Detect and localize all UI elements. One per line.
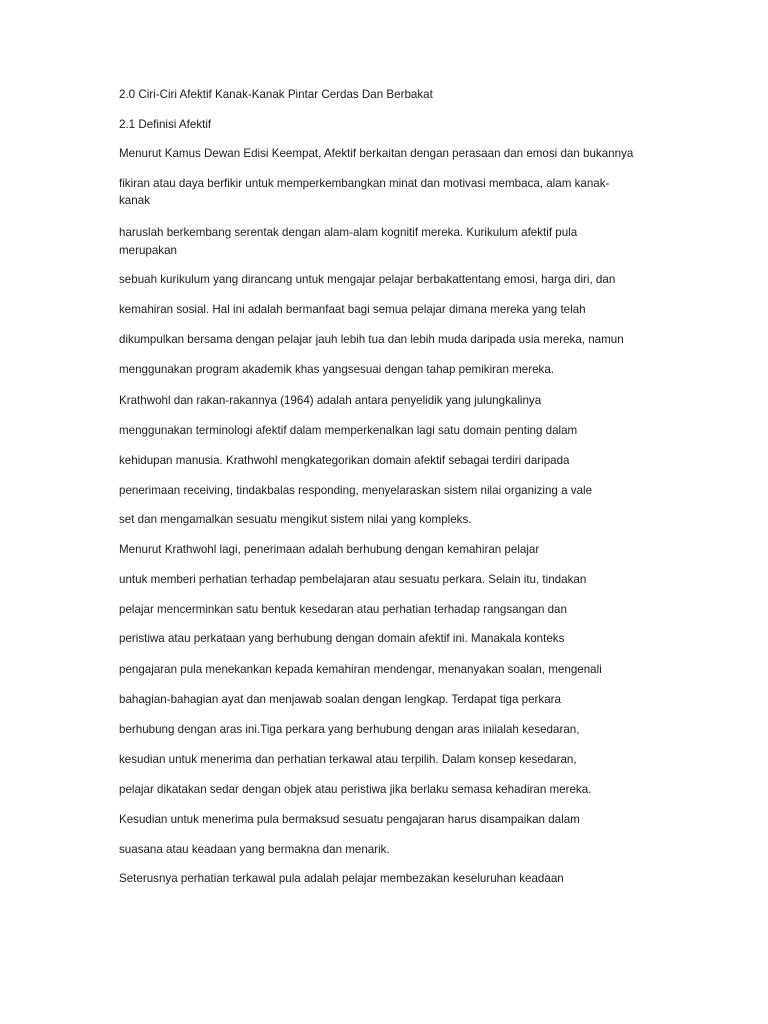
paragraph-line: suasana atau keadaan yang bermakna dan menarik. [119, 843, 390, 856]
paragraph-line: dikumpulkan bersama dengan pelajar jauh lebih tua dan lebih muda daripada usia mereka, namun [119, 333, 624, 346]
paragraph-line: menggunakan program akademik khas yangsesuai dengan tahap pemikiran mereka. [119, 363, 555, 376]
paragraph-line: pelajar mencerminkan satu bentuk kesedaran atau perhatian terhadap rangsangan dan [119, 603, 567, 616]
paragraph-line: kanak [119, 194, 150, 207]
paragraph-line: Menurut Kamus Dewan Edisi Keempat, Afektif berkaitan dengan perasaan dan emosi dan bukannya [119, 147, 634, 160]
paragraph-line: penerimaan receiving, tindakbalas responding, menyelaraskan sistem nilai organizing a vale [119, 484, 593, 497]
paragraph-line: merupakan [119, 244, 178, 257]
paragraph-line: Menurut Krathwohl lagi, penerimaan adalah berhubung dengan kemahiran pelajar [119, 543, 540, 556]
paragraph-line: pengajaran pula menekankan kepada kemahiran mendengar, menanyakan soalan, mengenali [119, 663, 602, 676]
paragraph-line: Seterusnya perhatian terkawal pula adalah pelajar membezakan keseluruhan keadaan [119, 872, 564, 885]
paragraph-line: pelajar dikatakan sedar dengan objek atau peristiwa jika berlaku semasa kehadiran mereka. [119, 783, 592, 796]
paragraph-line: untuk memberi perhatian terhadap pembelajaran atau sesuatu perkara. Selain itu, tindakan [119, 573, 587, 586]
paragraph-line: set dan mengamalkan sesuatu mengikut sistem nilai yang kompleks. [119, 513, 472, 526]
paragraph-line: kehidupan manusia. Krathwohl mengkategorikan domain afektif sebagai terdiri daripada [119, 454, 570, 467]
paragraph-line: Kesudian untuk menerima pula bermaksud sesuatu pengajaran harus disampaikan dalam [119, 813, 580, 826]
paragraph-line: peristiwa atau perkataan yang berhubung dengan domain afektif ini. Manakala konteks [119, 632, 565, 645]
paragraph-line: fikiran atau daya berfikir untuk memperkembangkan minat dan motivasi membaca, alam kanak- [119, 177, 610, 190]
paragraph-line: menggunakan terminologi afektif dalam memperkenalkan lagi satu domain penting dalam [119, 424, 578, 437]
document-heading: 2.0 Ciri-Ciri Afektif Kanak-Kanak Pintar Cerdas Dan Berbakat [119, 88, 433, 101]
paragraph-line: bahagian-bahagian ayat dan menjawab soalan dengan lengkap. Terdapat tiga perkara [119, 693, 561, 706]
paragraph-line: haruslah berkembang serentak dengan alam-alam kognitif mereka. Kurikulum afektif pula [119, 226, 578, 239]
paragraph-line: kemahiran sosial. Hal ini adalah bermanfaat bagi semua pelajar dimana mereka yang telah [119, 303, 586, 316]
section-subheading: 2.1 Definisi Afektif [119, 118, 212, 131]
paragraph-line: sebuah kurikulum yang dirancang untuk mengajar pelajar berbakattentang emosi, harga diri, dan [119, 273, 616, 286]
paragraph-line: kesudian untuk menerima dan perhatian terkawal atau terpilih. Dalam konsep kesedaran, [119, 753, 577, 766]
paragraph-line: berhubung dengan aras ini.Tiga perkara yang berhubung dengan aras iniialah kesedaran, [119, 723, 580, 736]
paragraph-line: Krathwohl dan rakan-rakannya (1964) adalah antara penyelidik yang julungkalinya [119, 394, 542, 407]
